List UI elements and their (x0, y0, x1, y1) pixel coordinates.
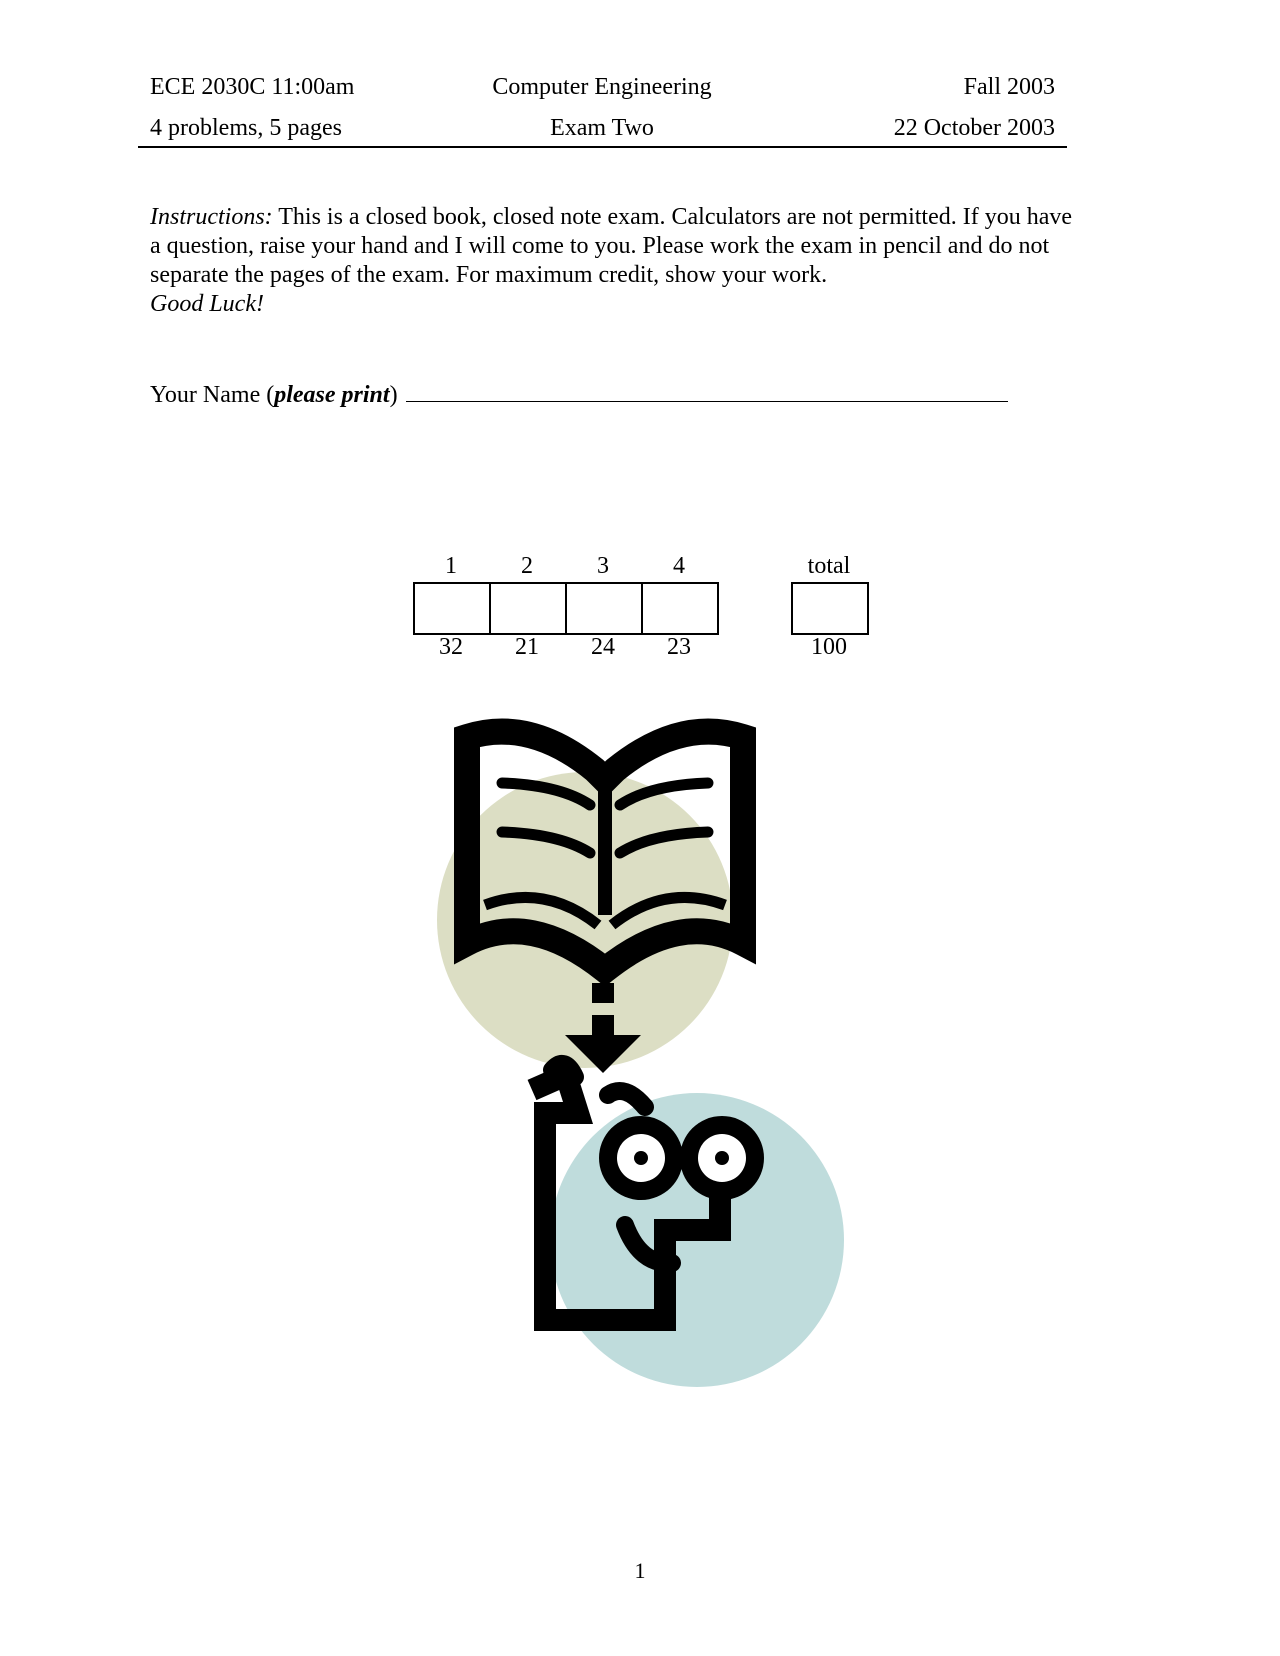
total-max-points: 100 (811, 634, 847, 660)
exam-title: Exam Two (550, 115, 654, 141)
book-to-reader-clipart (430, 715, 850, 1395)
problem-2-score-box[interactable] (489, 582, 567, 635)
name-emphasis: please print (274, 382, 390, 408)
header-row-2 (150, 115, 1055, 145)
problem-3-label: 3 (597, 553, 609, 579)
instructions-label: Instructions: (150, 204, 273, 230)
department: Computer Engineering (492, 74, 712, 100)
name-field (150, 377, 1008, 409)
header-rule (138, 146, 1067, 148)
instructions-line-3: separate the pages of the exam. For maximum credit, show your work. (150, 262, 828, 288)
problem-4-max-points: 23 (667, 634, 691, 660)
problem-1-max-points: 32 (439, 634, 463, 660)
name-blank-line[interactable] (406, 377, 1008, 402)
good-luck: Good Luck! (150, 291, 264, 317)
problem-2-label: 2 (521, 553, 533, 579)
instructions-line-1 (150, 203, 1130, 232)
instructions-line-2: a question, raise your hand and I will come to you. Please work the exam in pencil and do not (150, 233, 1050, 259)
problem-1-label: 1 (445, 553, 457, 579)
problem-4-label: 4 (673, 553, 685, 579)
instructions-text-1: This is a closed book, closed note exam. Calculators are not permitted. If you have (272, 204, 1073, 230)
exam-summary: 4 problems, 5 pages (150, 115, 342, 141)
problem-2-max-points: 21 (515, 634, 539, 660)
problem-4-score-box[interactable] (641, 582, 719, 635)
term: Fall 2003 (963, 74, 1055, 100)
problem-3-max-points: 24 (591, 634, 615, 660)
header-row-1 (150, 74, 1055, 104)
course-code: ECE 2030C 11:00am (150, 74, 355, 100)
problem-3-score-box[interactable] (565, 582, 643, 635)
page-number: 1 (634, 1558, 646, 1583)
instructions (150, 203, 1130, 319)
total-score-box[interactable] (791, 582, 869, 635)
name-prefix: Your Name ( (150, 382, 275, 408)
name-suffix: ) (389, 382, 398, 408)
problem-1-score-box[interactable] (413, 582, 491, 635)
total-label: total (807, 553, 851, 579)
exam-date: 22 October 2003 (893, 115, 1055, 141)
